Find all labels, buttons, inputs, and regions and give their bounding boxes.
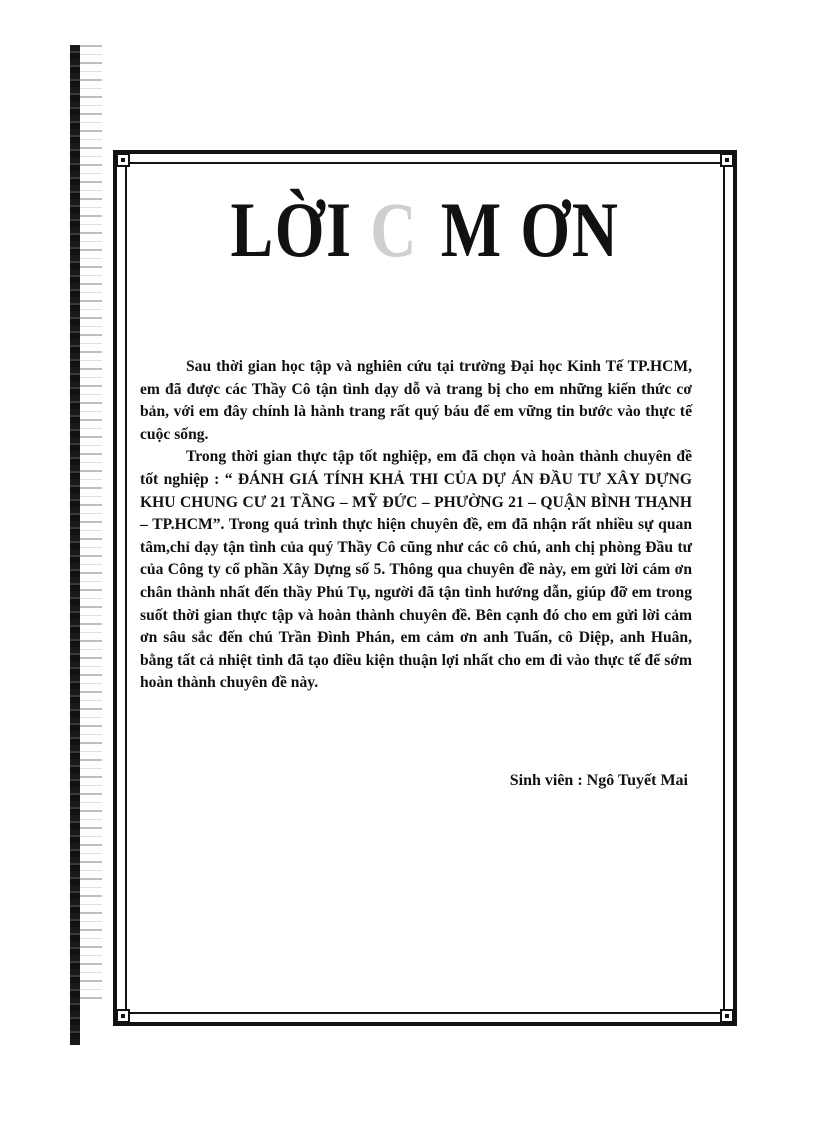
frame-corner-ornament (116, 153, 130, 167)
frame-corner-ornament (720, 153, 734, 167)
frame-corner-ornament (116, 1009, 130, 1023)
paragraph-1: Sau thời gian học tập và nghiên cứu tại trường Đại học Kinh Tế TP.HCM, em đã được các Thầy Cô tận tình dạy dỗ và trang bị cho em những kiến thức cơ bản, với em đây chính là hành trang rất quý báu để em vững tin bước vào thực tế cuộc sống. (140, 358, 692, 443)
title-part-2: M ƠN (423, 186, 620, 273)
page-title (183, 180, 667, 280)
frame-corner-ornament (720, 1009, 734, 1023)
title-faded-letter: C (370, 186, 424, 273)
scan-binding-edge (70, 45, 80, 1045)
paragraph-2: Trong thời gian thực tập tốt nghiệp, em đã chọn và hoàn thành chuyên đề tốt nghiệp : “ ĐÁNH GIÁ TÍNH KHẢ THI CỦA DỰ ÁN ĐẦU TƯ XÂY DỰNG KHU CHUNG CƯ 21 TẦNG – MỸ ĐỨC – PHƯỜNG 21 – QUẬN BÌNH THẠNH – TP.HCM”. Trong quá trình thực hiện chuyên đề, em đã nhận rất nhiều sự quan tâm,chỉ dạy tận tình của quý Thầy Cô cũng như các cô chú, anh chị phòng Đầu tư của Công ty cổ phần Xây Dựng số 5. Thông qua chuyên đề này, em gửi lời cám ơn chân thành nhất đến thầy Phú Tụ, người đã tận tình hướng dẫn, giúp đỡ em trong suốt thời gian thực tập và hoàn thành chuyên đề. Bên cạnh đó cho em gửi lời cảm ơn sâu sắc đến chú Trần Đình Phán, em cảm ơn anh Tuấn, cô Diệp, anh Huân, bằng tất cả nhiệt tình đã tạo điều kiện thuận lợi nhất cho em đi vào thực tế để sớm hoàn thành chuyên đề này. (140, 448, 692, 692)
student-signature: Sinh viên : Ngô Tuyết Mai (509, 772, 688, 789)
title-part-1: LỜI (230, 186, 371, 273)
acknowledgement-body (140, 356, 692, 695)
scan-binding-speckle (80, 45, 102, 1005)
